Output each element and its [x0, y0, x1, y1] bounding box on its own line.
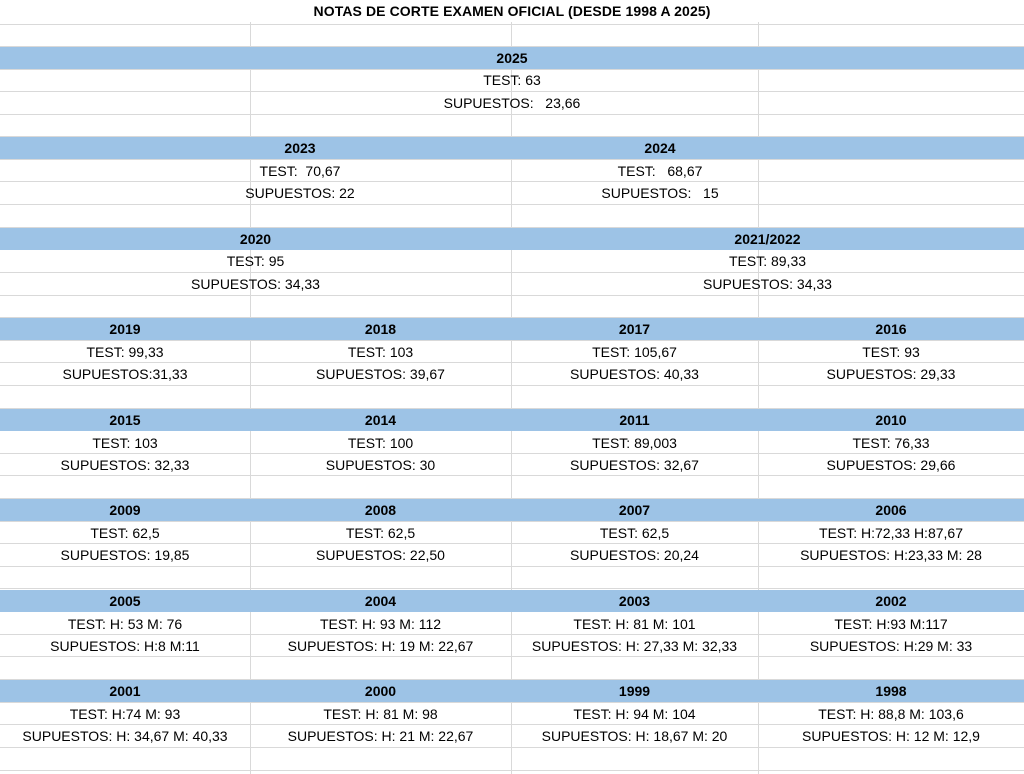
supuestos-score: SUPUESTOS: H: 18,67 M: 20 — [541, 728, 728, 744]
supuestos-score: SUPUESTOS: 29,66 — [826, 457, 956, 473]
year-heading: 2000 — [364, 683, 397, 699]
supuestos-score: SUPUESTOS: H:29 M: 33 — [809, 638, 973, 654]
year-heading: 2021/2022 — [734, 231, 801, 247]
grid-line — [0, 747, 1024, 748]
year-heading: 2014 — [364, 412, 397, 428]
test-score: TEST: 89,33 — [728, 253, 807, 269]
year-heading: 2011 — [619, 412, 650, 428]
test-score: TEST: 62,5 — [90, 525, 160, 541]
test-score: TEST: H: 93 M: 112 — [319, 616, 442, 632]
supuestos-score: SUPUESTOS: H: 19 M: 22,67 — [287, 638, 474, 654]
supuestos-score: SUPUESTOS: H: 34,67 M: 40,33 — [22, 728, 228, 744]
year-heading: 1999 — [618, 683, 651, 699]
year-heading: 2001 — [109, 683, 141, 699]
test-score: TEST: H: 81 M: 101 — [573, 616, 696, 632]
year-heading: 2010 — [875, 412, 907, 428]
test-score: TEST: H: 81 M: 98 — [323, 706, 438, 722]
year-heading: 2008 — [364, 502, 397, 518]
test-score: TEST: H: 94 M: 104 — [573, 706, 696, 722]
test-score: TEST: H:74 M: 93 — [69, 706, 181, 722]
supuestos-score: SUPUESTOS: 20,24 — [570, 547, 699, 563]
supuestos-score: SUPUESTOS: 22 — [245, 185, 355, 201]
test-score: TEST: 89,003 — [592, 435, 677, 451]
year-heading: 2024 — [644, 140, 676, 156]
test-score: TEST: 95 — [226, 253, 285, 269]
year-heading: 2009 — [109, 502, 141, 518]
grid-line — [758, 22, 759, 774]
year-heading: 2007 — [618, 502, 651, 518]
supuestos-score: SUPUESTOS: 34,33 — [191, 276, 320, 292]
supuestos-score: SUPUESTOS: 32,67 — [570, 457, 699, 473]
test-score: TEST: 70,67 — [259, 163, 341, 179]
grid-line — [0, 295, 1024, 296]
year-heading: 2004 — [364, 593, 397, 609]
grid-line — [0, 385, 1024, 386]
year-heading: 2015 — [109, 412, 141, 428]
test-score: TEST: 62,5 — [599, 525, 670, 541]
test-score: TEST: 62,5 — [345, 525, 416, 541]
year-heading: 2018 — [364, 321, 397, 337]
test-score: TEST: H: 53 M: 76 — [67, 616, 183, 632]
year-heading: 2003 — [618, 593, 651, 609]
test-score: TEST: 105,67 — [592, 344, 677, 360]
supuestos-score: SUPUESTOS:31,33 — [62, 366, 188, 382]
supuestos-score: SUPUESTOS: 30 — [325, 457, 436, 473]
grid-line — [0, 24, 1024, 25]
year-heading: 1998 — [875, 683, 907, 699]
year-heading: 2023 — [284, 140, 316, 156]
grid-line — [0, 114, 1024, 115]
grid-line — [511, 22, 512, 774]
supuestos-score: SUPUESTOS: H:23,33 M: 28 — [800, 547, 982, 563]
test-score: TEST: 103 — [347, 344, 414, 360]
year-heading: 2016 — [875, 321, 907, 337]
test-score: TEST: H:72,33 H:87,67 — [819, 525, 963, 541]
grid-line — [0, 204, 1024, 205]
supuestos-score: SUPUESTOS: 15 — [601, 185, 719, 201]
test-score: TEST: 63 — [483, 72, 541, 88]
test-score: TEST: H:93 M:117 — [834, 616, 948, 632]
supuestos-score: SUPUESTOS: 22,50 — [316, 547, 445, 563]
year-heading: 2025 — [496, 50, 528, 66]
year-heading: 2002 — [875, 593, 907, 609]
test-score: TEST: 93 — [862, 344, 920, 360]
test-score: TEST: 103 — [92, 435, 158, 451]
year-heading: 2020 — [239, 231, 272, 247]
supuestos-score: SUPUESTOS: 40,33 — [570, 366, 699, 382]
page-title: NOTAS DE CORTE EXAMEN OFICIAL (DESDE 1998 A 2025) — [313, 3, 711, 19]
test-score: TEST: 100 — [347, 435, 414, 451]
year-heading: 2006 — [875, 502, 907, 518]
supuestos-score: SUPUESTOS: 29,33 — [826, 366, 956, 382]
supuestos-score: SUPUESTOS: H:8 M:11 — [50, 638, 200, 654]
supuestos-score: SUPUESTOS: H: 12 M: 12,9 — [802, 728, 980, 744]
year-heading: 2019 — [109, 321, 141, 337]
grid-line — [250, 22, 251, 774]
grid-line — [0, 566, 1024, 567]
year-heading: 2017 — [618, 321, 651, 337]
grid-line — [0, 588, 1024, 589]
supuestos-score: SUPUESTOS: 23,66 — [443, 95, 581, 111]
grid-line — [0, 770, 1024, 771]
supuestos-score: SUPUESTOS: 32,33 — [60, 457, 190, 473]
supuestos-score: SUPUESTOS: 39,67 — [316, 366, 445, 382]
supuestos-score: SUPUESTOS: 34,33 — [703, 276, 832, 292]
supuestos-score: SUPUESTOS: 19,85 — [60, 547, 190, 563]
year-heading: 2005 — [109, 593, 141, 609]
test-score: TEST: H: 88,8 M: 103,6 — [818, 706, 964, 722]
test-score: TEST: 99,33 — [86, 344, 164, 360]
supuestos-score: SUPUESTOS: H: 21 M: 22,67 — [287, 728, 474, 744]
supuestos-score: SUPUESTOS: H: 27,33 M: 32,33 — [531, 638, 738, 654]
test-score: TEST: 68,67 — [617, 163, 703, 179]
test-score: TEST: 76,33 — [852, 435, 930, 451]
